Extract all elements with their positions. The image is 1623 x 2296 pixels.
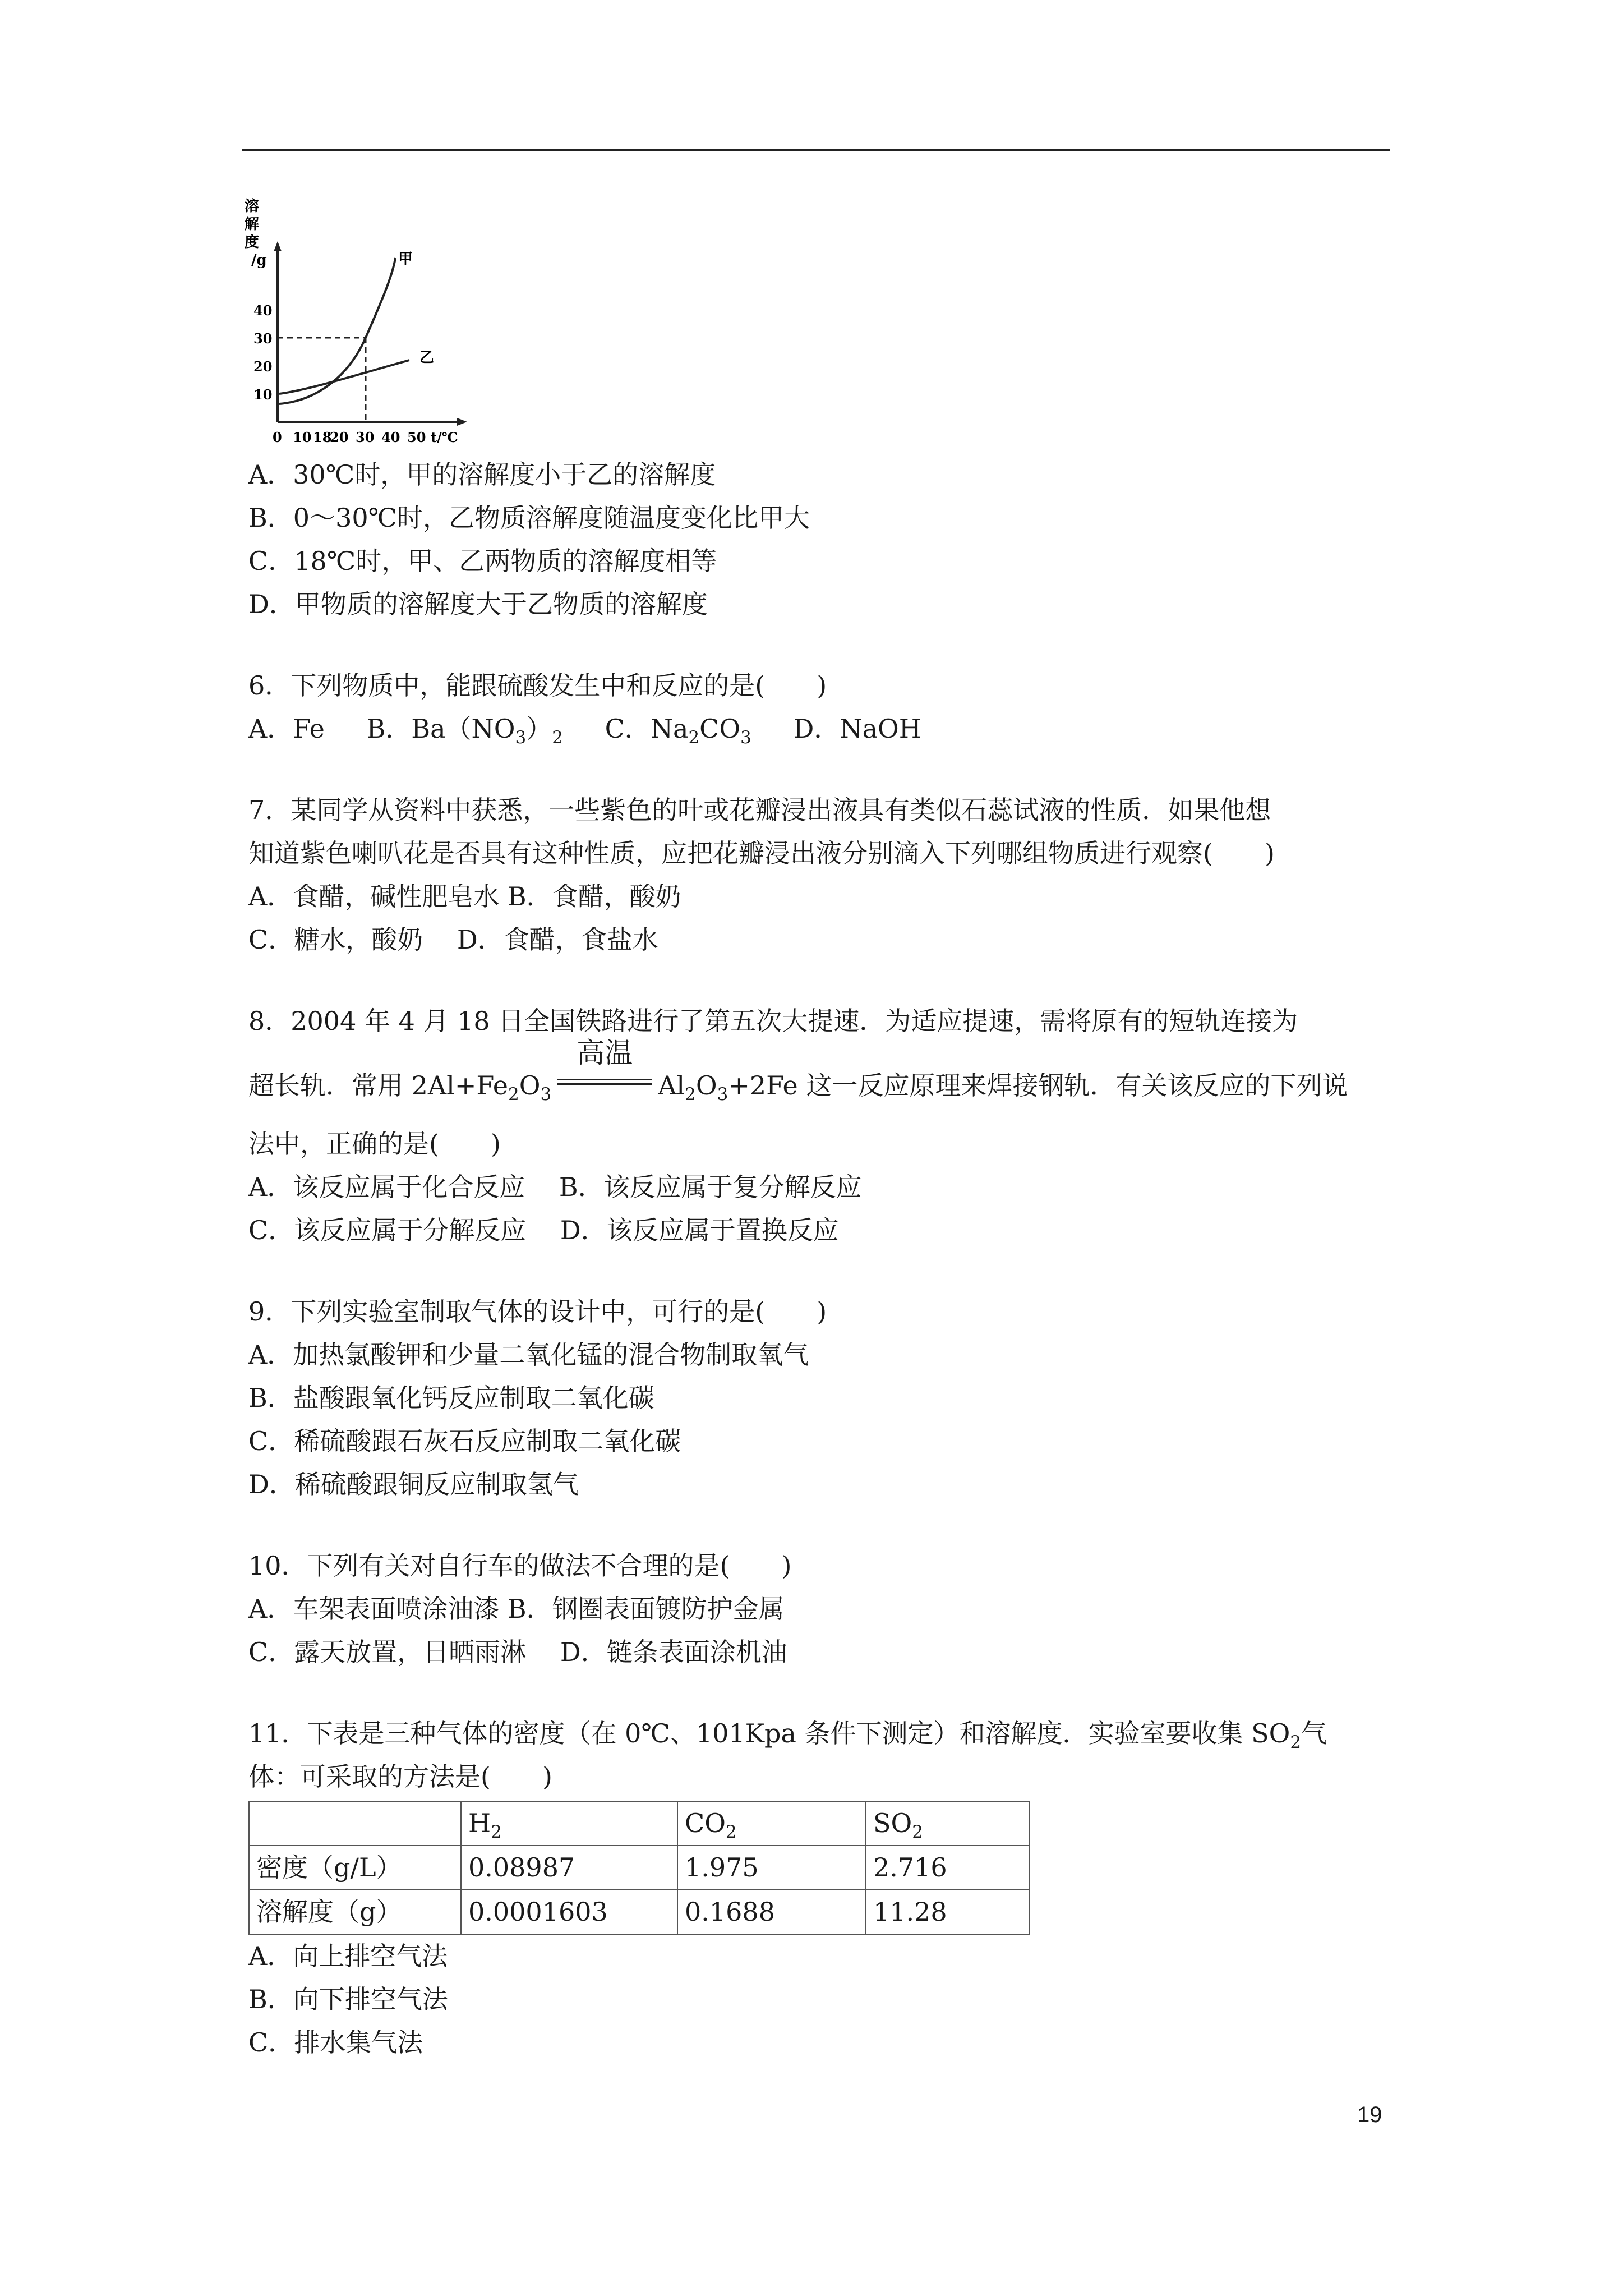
q5-option-c: C．18℃时，甲、乙两物质的溶解度相等 [248,546,717,576]
q7-stem-line2: 知道紫色喇叭花是否具有这种性质，应把花瓣浸出液分别滴入下列哪组物质进行观察( ) [248,838,1275,868]
table-header-co2: $CO_2$ [677,1801,866,1846]
q11-option-a: A．向上排空气法 [248,1941,448,1971]
y-tick-40: 40 [253,302,273,319]
q6-option-a: A．Fe [248,714,325,744]
q7-stem-line1: 7．某同学从资料中获悉，一些紫色的叶或花瓣浸出液具有类似石蕊试液的性质．如果他想 [248,795,1271,825]
q7-options-ab: A．食醋，碱性肥皂水 B．食醋，酸奶 [248,881,681,912]
curve-jia [279,258,395,404]
x-tick-20: 20 [330,429,349,445]
q10-options-ab: A．车架表面喷涂油漆 B．钢圈表面镀防护金属 [248,1594,785,1624]
q8-stem-line2: 超长轨．常用 $2Al+Fe_2O_3$ 高温 $Al_2O_3+2Fe$ 这一反应原理来焊接钢轨．有关该反应的下列说 [248,1037,1348,1105]
table-cell: 1.975 [677,1846,866,1890]
q6-option-b: B．$Ba(NO_3)_2$ [366,714,563,748]
x-axis-arrow [457,418,467,426]
table-header-h2: $H_2$ [461,1801,677,1846]
q11-option-c: C．排水集气法 [248,2027,423,2058]
gas-property-table [248,1801,1030,1935]
y-unit: /g [251,252,267,269]
table-row [249,1846,1030,1890]
reaction-condition: 高温 [577,1037,633,1069]
x-tick-0: 0 [273,429,282,445]
table-header-row [249,1801,1030,1846]
q6-option-c: C．$Na_2CO_3$ [605,714,751,748]
y-tick-10: 10 [253,386,273,403]
table-cell: 溶解度（g） [249,1890,461,1934]
x-tick-18: 18 [313,429,332,445]
reaction-condition-arrow [555,1037,654,1101]
table-corner-cell [249,1801,461,1846]
x-tick-40: 40 [381,429,400,445]
x-tick-30: 30 [356,429,375,445]
q5-option-d: D．甲物质的溶解度大于乙物质的溶解度 [248,589,708,619]
table-cell: 2.716 [866,1846,1030,1890]
x-tick-10: 10 [293,429,312,445]
q7-options-cd: C．糖水，酸奶 D．食醋，食盐水 [248,924,658,955]
y-axis-arrow [274,241,282,251]
q9-option-d: D．稀硫酸跟铜反应制取氢气 [248,1469,579,1499]
page-number: 19 [1357,2102,1382,2127]
q9-option-c: C．稀硫酸跟石灰石反应制取二氧化碳 [248,1426,681,1456]
q5-option-b: B．0～30℃时，乙物质溶解度随温度变化比甲大 [248,503,810,533]
table-cell: 11.28 [866,1890,1030,1934]
x-tick-50: 50 [407,429,426,445]
q11-stem-line2: 体：可采取的方法是( ) [248,1761,552,1792]
table-header-so2: $SO_2$ [866,1801,1030,1846]
table-row [249,1890,1030,1934]
q8-options-cd: C．该反应属于分解反应 D．该反应属于置换反应 [248,1215,839,1245]
header-rule [242,149,1390,151]
q8-options-ab: A．该反应属于化合反应 B．该反应属于复分解反应 [248,1172,862,1202]
q11-option-b: B．向下排空气法 [248,1984,448,2014]
y-title-3: 度 [245,234,260,251]
table-cell: 0.08987 [461,1846,677,1890]
label-yi: 乙 [419,349,435,366]
q9-option-a: A．加热氯酸钾和少量二氧化锰的混合物制取氧气 [248,1340,809,1370]
y-title-2: 解 [245,216,260,233]
q9-stem: 9．下列实验室制取气体的设计中，可行的是( ) [248,1296,827,1327]
curve-yi [279,360,409,394]
y-title-1: 溶 [245,198,260,215]
q6-stem: 6．下列物质中，能跟硫酸发生中和反应的是( ) [248,670,827,701]
table-cell: 0.1688 [677,1890,866,1934]
question-content [248,453,1393,2064]
solubility-curve-graph [241,196,477,449]
q6-options [248,707,1393,751]
q9-option-b: B．盐酸跟氧化钙反应制取二氧化碳 [248,1383,654,1413]
table-cell: 密度（g/L） [249,1846,461,1890]
q6-option-d: D．NaOH [793,714,921,744]
q5-option-a: A．30℃时，甲的溶解度小于乙的溶解度 [248,459,716,490]
q11-stem-line1: 11．下表是三种气体的密度（在 0℃、101Kpa 条件下测定）和溶解度．实验室要收集 $SO_2$气 [248,1718,1327,1752]
table-cell: 0.0001603 [461,1890,677,1934]
y-tick-20: 20 [253,358,273,375]
q10-stem: 10．下列有关对自行车的做法不合理的是( ) [248,1550,792,1581]
q8-stem-line3: 法中，正确的是( ) [248,1129,501,1159]
q10-options-cd: C．露天放置，日晒雨淋 D．链条表面涂机油 [248,1637,787,1667]
x-unit: t/℃ [431,429,458,445]
label-jia: 甲 [398,251,413,268]
y-tick-30: 30 [253,330,273,347]
q8-stem-line1: 8．2004 年 4 月 18 日全国铁路进行了第五次大提速．为适应提速，需将原有的短轨连接为 [248,1006,1298,1036]
